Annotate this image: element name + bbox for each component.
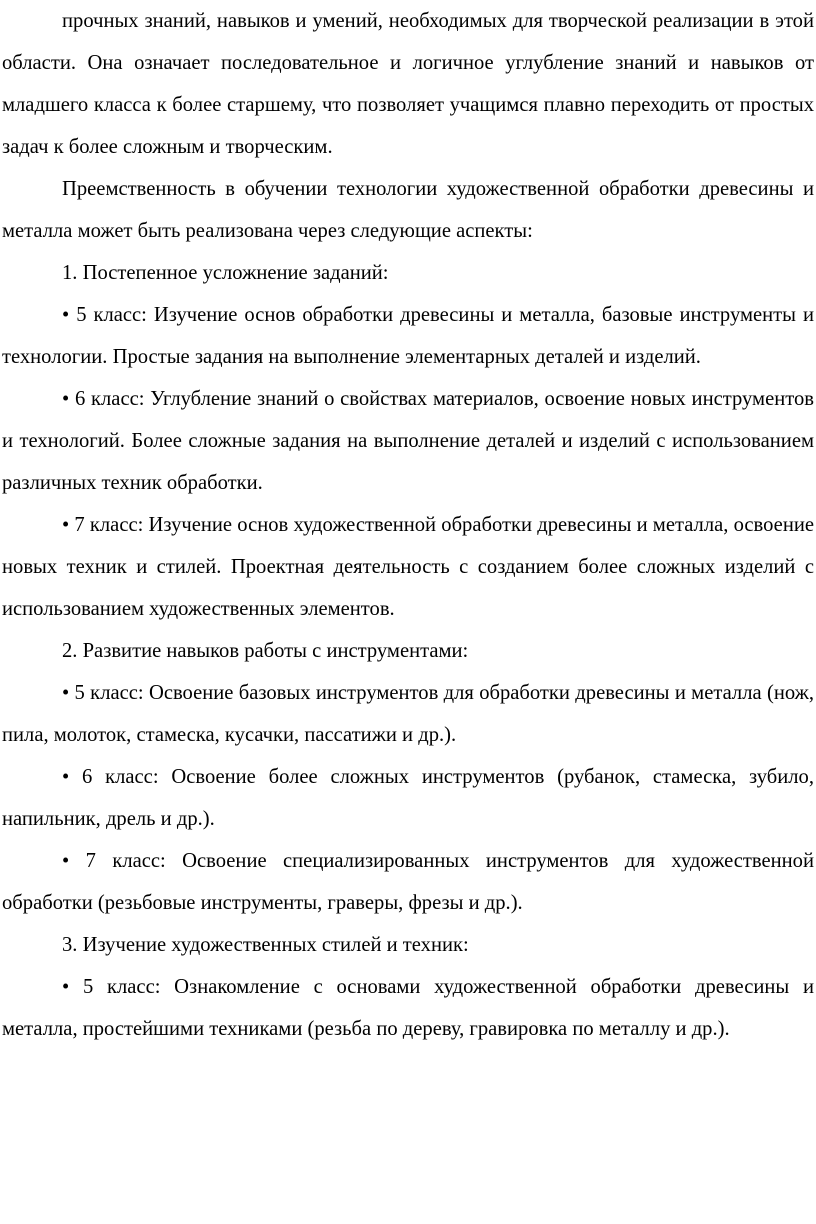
list-item-grade-5-styles: • 5 класс: Ознакомление с основами художественной обработки древесины и металла, простейшими техниками (резьба по дереву, гравировка по металлу и др.). [2, 976, 814, 1040]
list-item-grade-7-tasks: • 7 класс: Изучение основ художественной обработки древесины и металла, освоение новых техник и стилей. Проектная деятельность с созданием более сложных изделий с использованием художественных элементов. [2, 514, 814, 620]
section-heading-1: 1. Постепенное усложнение заданий: [62, 262, 389, 284]
list-item-grade-5-tasks: • 5 класс: Изучение основ обработки древесины и металла, базовые инструменты и технологии. Простые задания на выполнение элементарных деталей и изделий. [2, 304, 814, 368]
list-item-grade-6-tasks: • 6 класс: Углубление знаний о свойствах материалов, освоение новых инструментов и технологий. Более сложные задания на выполнение деталей и изделий с использованием различных техник обработки. [2, 388, 814, 494]
paragraph-continuation: прочных знаний, навыков и умений, необходимых для творческой реализации в этой области. Она означает последовательное и логичное углубление знаний и навыков от младшего класса к более старшему, что позволяет учащимся плавно переходить от простых задач к более сложным и творческим. [2, 10, 814, 158]
list-item-grade-7-tools: • 7 класс: Освоение специализированных инструментов для художественной обработки (резьбовые инструменты, граверы, фрезы и др.). [2, 850, 814, 914]
list-item-grade-6-tools: • 6 класс: Освоение более сложных инструментов (рубанок, стамеска, зубило, напильник, дрель и др.). [2, 766, 814, 830]
section-heading-3: 3. Изучение художественных стилей и техник: [62, 934, 469, 956]
section-heading-2: 2. Развитие навыков работы с инструментами: [62, 640, 469, 662]
paragraph-intro-aspects: Преемственность в обучении технологии художественной обработки древесины и металла может быть реализована через следующие аспекты: [2, 178, 814, 242]
list-item-grade-5-tools: • 5 класс: Освоение базовых инструментов для обработки древесины и металла (нож, пила, молоток, стамеска, кусачки, пассатижи и др.). [2, 682, 814, 746]
